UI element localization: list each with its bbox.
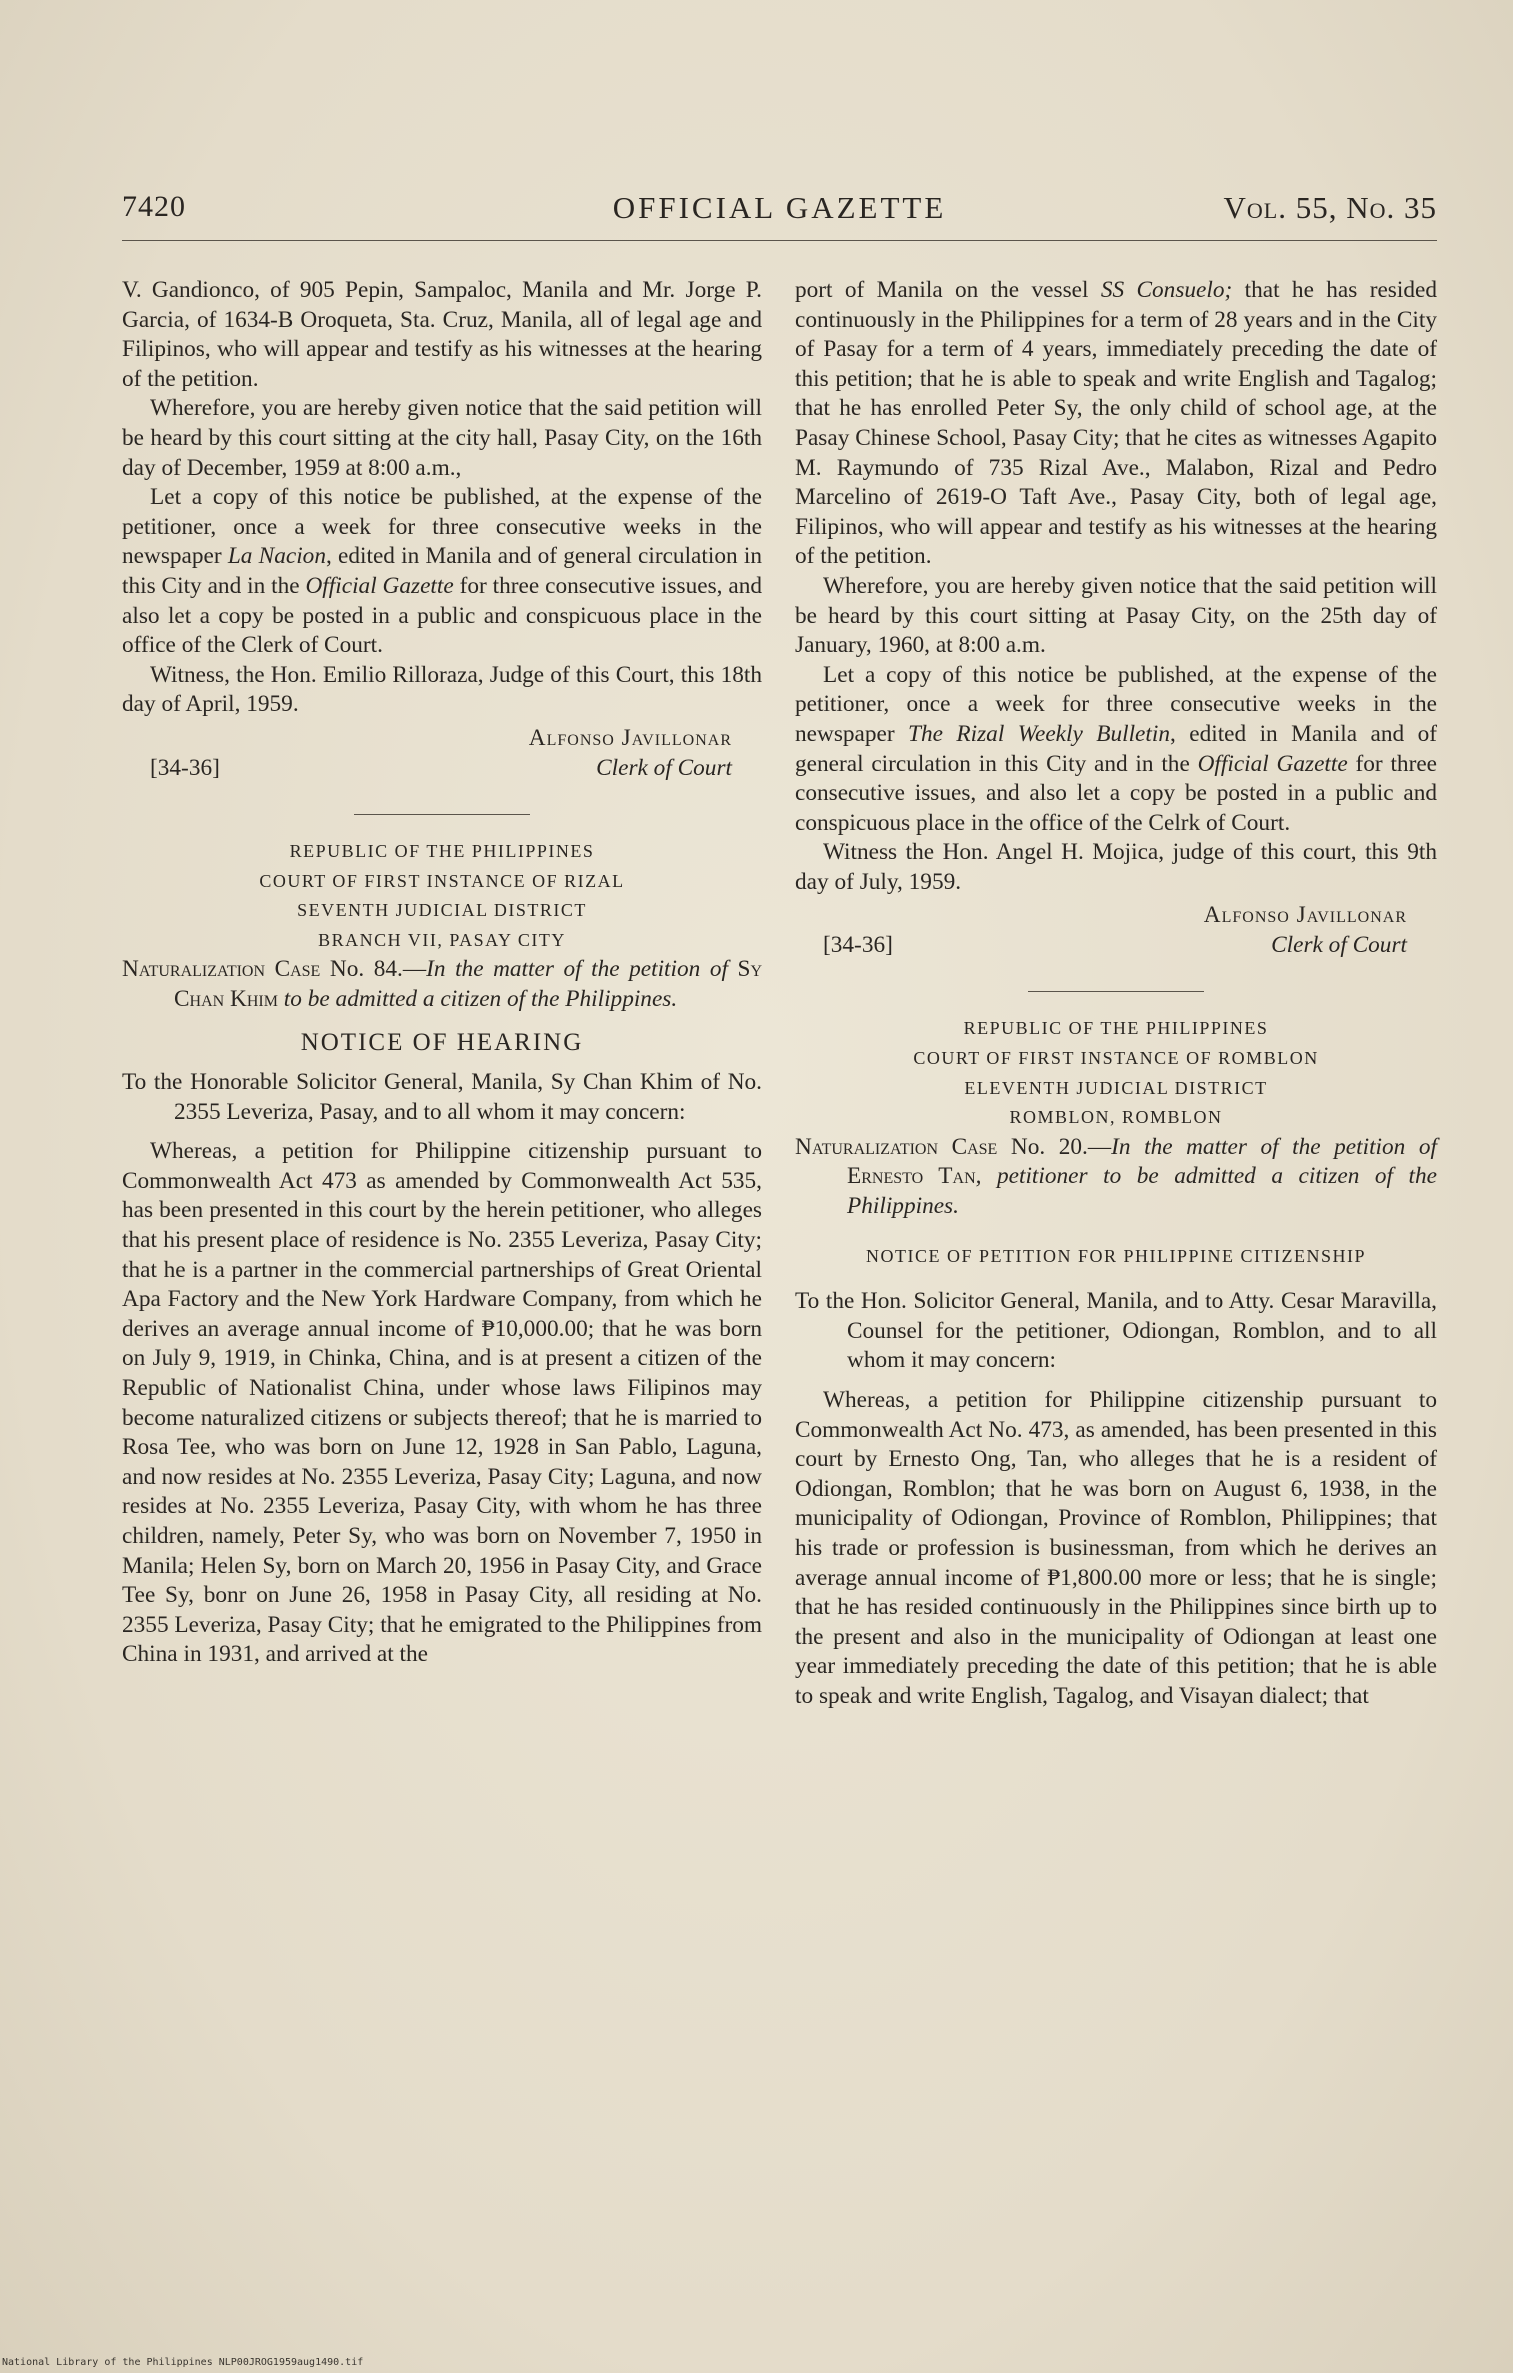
- volume-number: Vol. 55, No. 35: [1223, 190, 1437, 225]
- page-header: [122, 190, 1437, 240]
- publication-title: OFFICIAL GAZETTE: [612, 190, 947, 225]
- paragraph: Witness the Hon. Angel H. Mojica, judge of this court, this 9th day of July, 1959.: [795, 839, 1437, 895]
- paragraph: Let a copy of this notice be published, at the expense of the petitioner, once a week for three consecutive weeks in the newspaper La Nacion, edited in Manila and of general circulation in this City and in the Official Gazette for three consecutive issues, and also let a copy be posted in a public and conspicuous place in the office of the Clerk of Court.: [122, 484, 762, 659]
- issue-reference: [34-36]: [823, 932, 893, 959]
- paragraph: Let a copy of this notice be published, at the expense of the petitioner, once a week for three consecutive weeks in the newspaper The Rizal Weekly Bulletin, edited in Manila and of general circulation in this City and in the Official Gazette for three consecutive issues, and also let a copy be posted in a public and conspicuous place in the office of the Celrk of Court.: [795, 661, 1438, 836]
- header-rule: [122, 240, 1437, 241]
- signatory-name: Alfonso Javillonar: [1203, 902, 1407, 929]
- section-divider: [1028, 991, 1204, 992]
- right-column: [795, 276, 1437, 1712]
- scan-footer: National Library of the Philippines NLP00JROG1959aug1490.tif: [2, 2357, 364, 2368]
- court-heading: REPUBLIC OF THE PHILIPPINES COURT OF FIRST INSTANCE OF ROMBLON ELEVENTH JUDICIAL DISTRICT ROMBLON, ROMBLON: [913, 1018, 1319, 1128]
- addressee: To the Hon. Solicitor General, Manila, and to Atty. Cesar Maravilla, Counsel for the petitioner, Odiongan, Romblon, and to all whom it may concern:: [795, 1288, 1437, 1374]
- notice-title: NOTICE OF HEARING: [300, 1029, 584, 1057]
- paragraph: port of Manila on the vessel SS Consuelo; that he has resided continuously in the Philippines for a term of 28 years and in the City of Pasay for a term of 4 years, immediately preceding the date of this petition; that he is able to speak and write English and Tagalog; that he has enrolled Peter Sy, the only child of school age, at the Pasay Chinese School, Pasay City; that he cites as witnesses Agapito M. Raymundo of 735 Rizal Ave., Malabon, Rizal and Pedro Marcelino of 2619-O Taft Ave., Pasay City, both of legal age, Filipinos, who will appear and testify as his witnesses at the hearing of the petition.: [795, 277, 1437, 570]
- paragraph: Whereas, a petition for Philippine citizenship pursuant to Commonwealth Act No. 473, as amended, has been presented in this court by Ernesto Ong, Tan, who alleges that he is a resident of Odiongan, Romblon; that he was born on August 6, 1938, in the municipality of Odiongan, Province of Romblon, Philippines; that his trade or profession is businessman, from which he derives an average annual income of ₱1,800.00 more or less; that he is single; that he has resided continuously in the Philippines since birth up to the present and also in the municipality of Odiongan at least one year immediately preceding the date of this petition; that he is able to speak and write English, Tagalog, and Visayan dialect; that: [795, 1387, 1437, 1709]
- signature-block: [795, 901, 1437, 963]
- addressee: To the Honorable Solicitor General, Manila, Sy Chan Khim of No. 2355 Leveriza, Pasay, and to all whom it may concern:: [122, 1069, 762, 1125]
- paragraph: Wherefore, you are hereby given notice that the said petition will be heard by this court sitting at Pasay City, on the 25th day of January, 1960, at 8:00 a.m.: [795, 572, 1437, 659]
- signatory-title: Clerk of Court: [596, 754, 732, 781]
- case-caption: Naturalization Case No. 84.—In the matter of the petition of Sy Chan Khim to be admitted a citizen of the Philippines.: [122, 956, 762, 1012]
- case-caption: Naturalization Case No. 20.—In the matter of the petition of Ernesto Tan, petitioner to be admitted a citizen of the Philippines.: [795, 1133, 1437, 1220]
- signature-block: [122, 724, 762, 786]
- page-number: 7420: [122, 190, 186, 223]
- paragraph: V. Gandionco, of 905 Pepin, Sampaloc, Manila and Mr. Jorge P. Garcia, of 1634-B Oroqueta, Sta. Cruz, Manila, all of legal age and Filipinos, who will appear and testify as his witnesses at the hearing of the petition.: [122, 277, 762, 392]
- left-column: [122, 276, 762, 1670]
- court-heading: REPUBLIC OF THE PHILIPPINES COURT OF FIRST INSTANCE OF RIZAL SEVENTH JUDICIAL DISTRICT BRANCH VII, PASAY CITY: [259, 840, 625, 950]
- issue-reference: [34-36]: [150, 754, 220, 781]
- signatory-name: Alfonso Javillonar: [528, 724, 732, 751]
- notice-title: NOTICE OF PETITION FOR PHILIPPINE CITIZENSHIP: [866, 1245, 1366, 1266]
- signatory-title: Clerk of Court: [1271, 932, 1407, 959]
- paragraph: Witness, the Hon. Emilio Rilloraza, Judge of this Court, this 18th day of April, 1959.: [122, 661, 762, 718]
- section-divider: [354, 814, 530, 815]
- paragraph: Whereas, a petition for Philippine citizenship pursuant to Commonwealth Act 473 as amended by Commonwealth Act 535, has been presented in this court by the herein petitioner, who alleges that his present place of residence is No. 2355 Leveriza, Pasay City; that he is a partner in the commercial partnerships of Great Oriental Apa Factory and the New York Hardware Company, from which he derives an average annual income of ₱10,000.00; that he was born on July 9, 1919, in Chinka, China, and is at present a citizen of the Republic of Nationalist China, under whose laws Filipinos may become naturalized citizens or subjects thereof; that he is married to Rosa Tee, who was born on June 12, 1928 in San Pablo, Laguna, and now resides at No. 2355 Leveriza, Pasay City; Laguna, and now resides at No. 2355 Leveriza, Pasay City, with whom he has three children, namely, Peter Sy, who was born on November 7, 1950 in Manila; Helen Sy, born on March 20, 1956 in Pasay City, and Grace Tee Sy, bonr on June 26, 1958 in Pasay City, all residing at No. 2355 Leveriza, Pasay City; that he emigrated to the Philippines from China in 1931, and arrived at the: [122, 1138, 762, 1668]
- paragraph: Wherefore, you are hereby given notice that the said petition will be heard by this court sitting at the city hall, Pasay City, on the 16th day of December, 1959 at 8:00 a.m.,: [122, 395, 762, 481]
